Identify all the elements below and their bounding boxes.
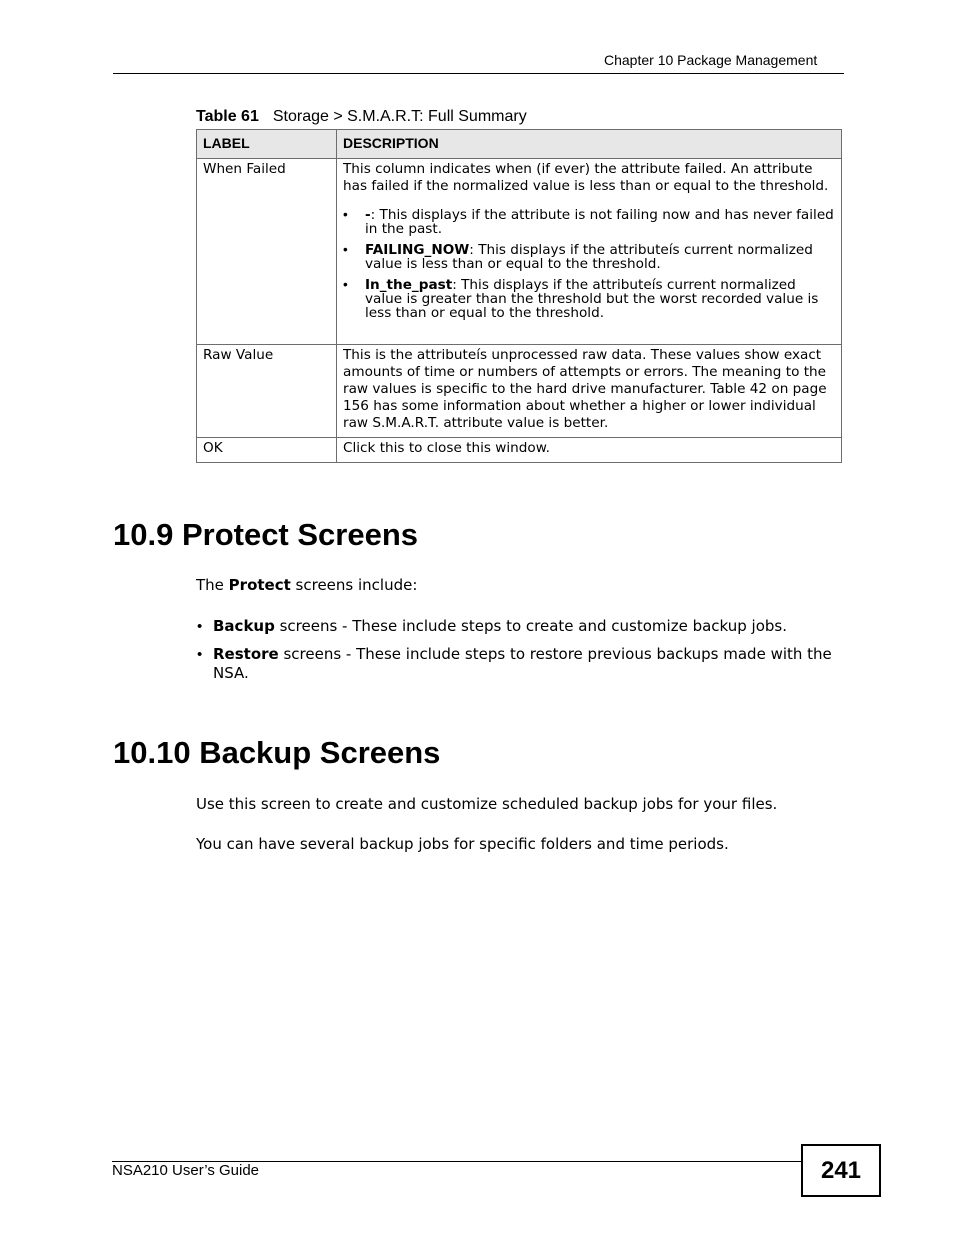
intro-text: screens include:	[290, 576, 418, 594]
section-heading-protect: 10.9 Protect Screens	[113, 517, 419, 552]
column-header-label: LABEL	[197, 130, 337, 159]
term-text: : This displays if the attributeís current normalized value is greater than the threshold but the worst recorded value is less than or equal to the threshold.	[365, 277, 819, 321]
row-label: When Failed	[197, 159, 337, 345]
page-number: 241	[801, 1144, 881, 1197]
list-item	[343, 243, 835, 271]
intro-bold: Protect	[228, 576, 291, 594]
header-rule	[113, 73, 844, 74]
table-row	[197, 159, 842, 345]
guide-title: NSA210 User’s Guide	[112, 1162, 260, 1179]
row-description: This is the attributeís unprocessed raw data. These values show exact amounts of time or numbers of attempts or errors. The meaning to the raw values is specific to the hard drive manufacturer. Table 42 on page 156 has some information about whether a higher or lower individual raw S.M.A.R.T. attribute value is better.	[337, 345, 842, 438]
backup-paragraph: Use this screen to create and customize scheduled backup jobs for your files.	[196, 795, 778, 813]
term: -	[365, 207, 371, 223]
protect-list	[196, 617, 841, 683]
list-item	[196, 617, 841, 636]
term-text: screens - These include steps to create and customize backup jobs.	[274, 617, 787, 635]
table-header-row	[197, 130, 842, 159]
backup-paragraph: You can have several backup jobs for specific folders and time periods.	[196, 835, 729, 853]
table-number: Table 61	[196, 108, 259, 125]
list-item	[196, 645, 841, 683]
row-description	[337, 159, 842, 345]
table-title: Storage > S.M.A.R.T: Full Summary	[272, 108, 527, 125]
term: In_the_past	[365, 277, 453, 293]
list-item	[343, 278, 835, 320]
term: FAILING_NOW	[365, 242, 470, 258]
table-row	[197, 345, 842, 438]
table-caption	[196, 108, 527, 126]
intro-text: The	[196, 576, 229, 594]
term: Backup	[213, 617, 275, 635]
status-list	[343, 208, 835, 320]
term-text: screens - These include steps to restore previous backups made with the NSA.	[213, 645, 832, 682]
row-label: Raw Value	[197, 345, 337, 438]
protect-list-wrap	[196, 617, 841, 692]
column-header-description: DESCRIPTION	[337, 130, 842, 159]
running-header: Chapter 10 Package Management	[604, 52, 818, 68]
list-item	[343, 208, 835, 236]
section-heading-backup: 10.10 Backup Screens	[113, 735, 441, 770]
smart-summary-table	[196, 129, 842, 463]
protect-intro	[196, 576, 417, 595]
description-text: This column indicates when (if ever) the attribute failed. An attribute has failed if the normalized value is less than or equal to the threshold.	[343, 161, 829, 194]
row-label: OK	[197, 438, 337, 463]
term-text: : This displays if the attribute is not failing now and has never failed in the past.	[365, 207, 834, 237]
term-text: : This displays if the attributeís current normalized value is less than or equal to the threshold.	[365, 242, 813, 272]
term: Restore	[213, 645, 279, 663]
table-row	[197, 438, 842, 463]
row-description: Click this to close this window.	[337, 438, 842, 463]
